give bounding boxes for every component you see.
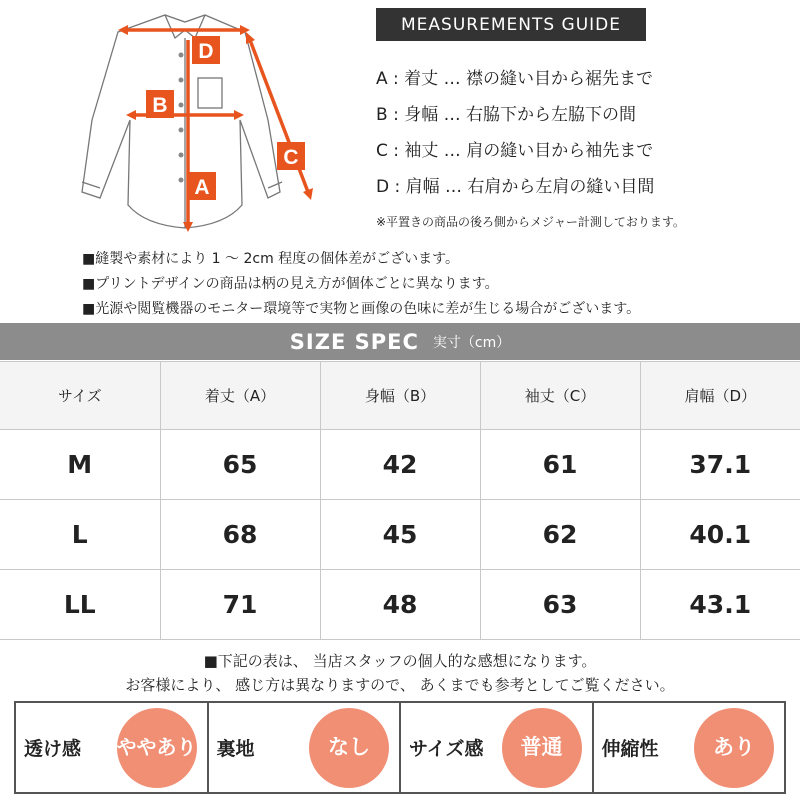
feel-badge: なし [309,708,389,788]
feel-label: 裏地 [216,738,255,760]
table-row [0,570,800,640]
table-cell: 62 [480,500,640,570]
label-d [192,36,220,64]
table-cell: 40.1 [640,500,800,570]
table-row [0,500,800,570]
note-line: ■光源や閲覧機器のモニター環境等で実物と画像の色味に差が生じる場合がございます。 [82,300,641,317]
measurements-guide-list [376,58,796,202]
diagram-label-c: C [283,146,299,169]
column-header: 肩幅（D） [640,362,800,430]
feel-lining [209,703,402,792]
note-line: ■縫製や素材により 1 ～ 2cm 程度の個体差がございます。 [82,250,460,267]
diagram-label-d: D [198,40,214,63]
size-spec-title: SIZE SPEC [289,329,419,354]
size-spec-header [0,323,800,360]
table-cell: 37.1 [640,430,800,500]
label-c [277,142,305,170]
table-cell: L [0,500,160,570]
feel-badge: やや あり [117,708,197,788]
measurements-guide-title: MEASUREMENTS GUIDE [376,8,646,41]
table-cell: 63 [480,570,640,640]
guide-item-d: D : 肩幅 … 右肩から左肩の縫い目間 [376,176,655,197]
note-line: ■プリントデザインの商品は柄の見え方が個体ごとに異なります。 [82,275,499,292]
feel-sheerness [16,703,209,792]
footnote-line: お客様により、 感じ方は異なりますので、 あくまでも参考としてご覧ください。 [125,675,675,694]
table-cell: 61 [480,430,640,500]
notes-list [82,245,782,320]
diagram-label-b: B [152,94,168,117]
table-cell: 68 [160,500,320,570]
guide-item-a: A : 着丈 … 襟の縫い目から裾先まで [376,68,653,89]
guide-item-c: C : 袖丈 … 肩の縫い目から袖先まで [376,140,654,161]
column-header: サイズ [0,362,160,430]
shirt-measurement-diagram [0,0,370,245]
table-cell: 43.1 [640,570,800,640]
footnote-line: ■下記の表は、 当店スタッフの個人的な感想になります。 [203,651,597,670]
guide-item-b: B : 身幅 … 右脇下から左脇下の間 [376,104,637,125]
measurement-note: ※平置きの商品の後ろ側からメジャー計測しております。 [376,215,685,229]
label-a [188,172,216,200]
column-header: 着丈（A） [160,362,320,430]
table-cell: 71 [160,570,320,640]
size-table [0,361,800,640]
feel-badge: あり [694,708,774,788]
feel-label: 透け感 [24,738,82,760]
feel-stretch [594,703,785,792]
feel-size [401,703,594,792]
feel-label: サイズ感 [409,738,484,760]
staff-impression-note [0,648,800,696]
table-cell: M [0,430,160,500]
table-cell: LL [0,570,160,640]
column-header: 袖丈（C） [480,362,640,430]
fabric-feel-row [14,701,786,794]
table-cell: 48 [320,570,480,640]
feel-badge: 普通 [502,708,582,788]
size-spec-unit: 実寸（cm） [432,334,511,351]
diagram-label-a: A [194,176,210,199]
column-header: 身幅（B） [320,362,480,430]
table-cell: 65 [160,430,320,500]
table-cell: 42 [320,430,480,500]
table-header-row [0,362,800,430]
feel-label: 伸縮性 [601,738,659,760]
table-row [0,430,800,500]
table-cell: 45 [320,500,480,570]
label-b [146,90,174,118]
